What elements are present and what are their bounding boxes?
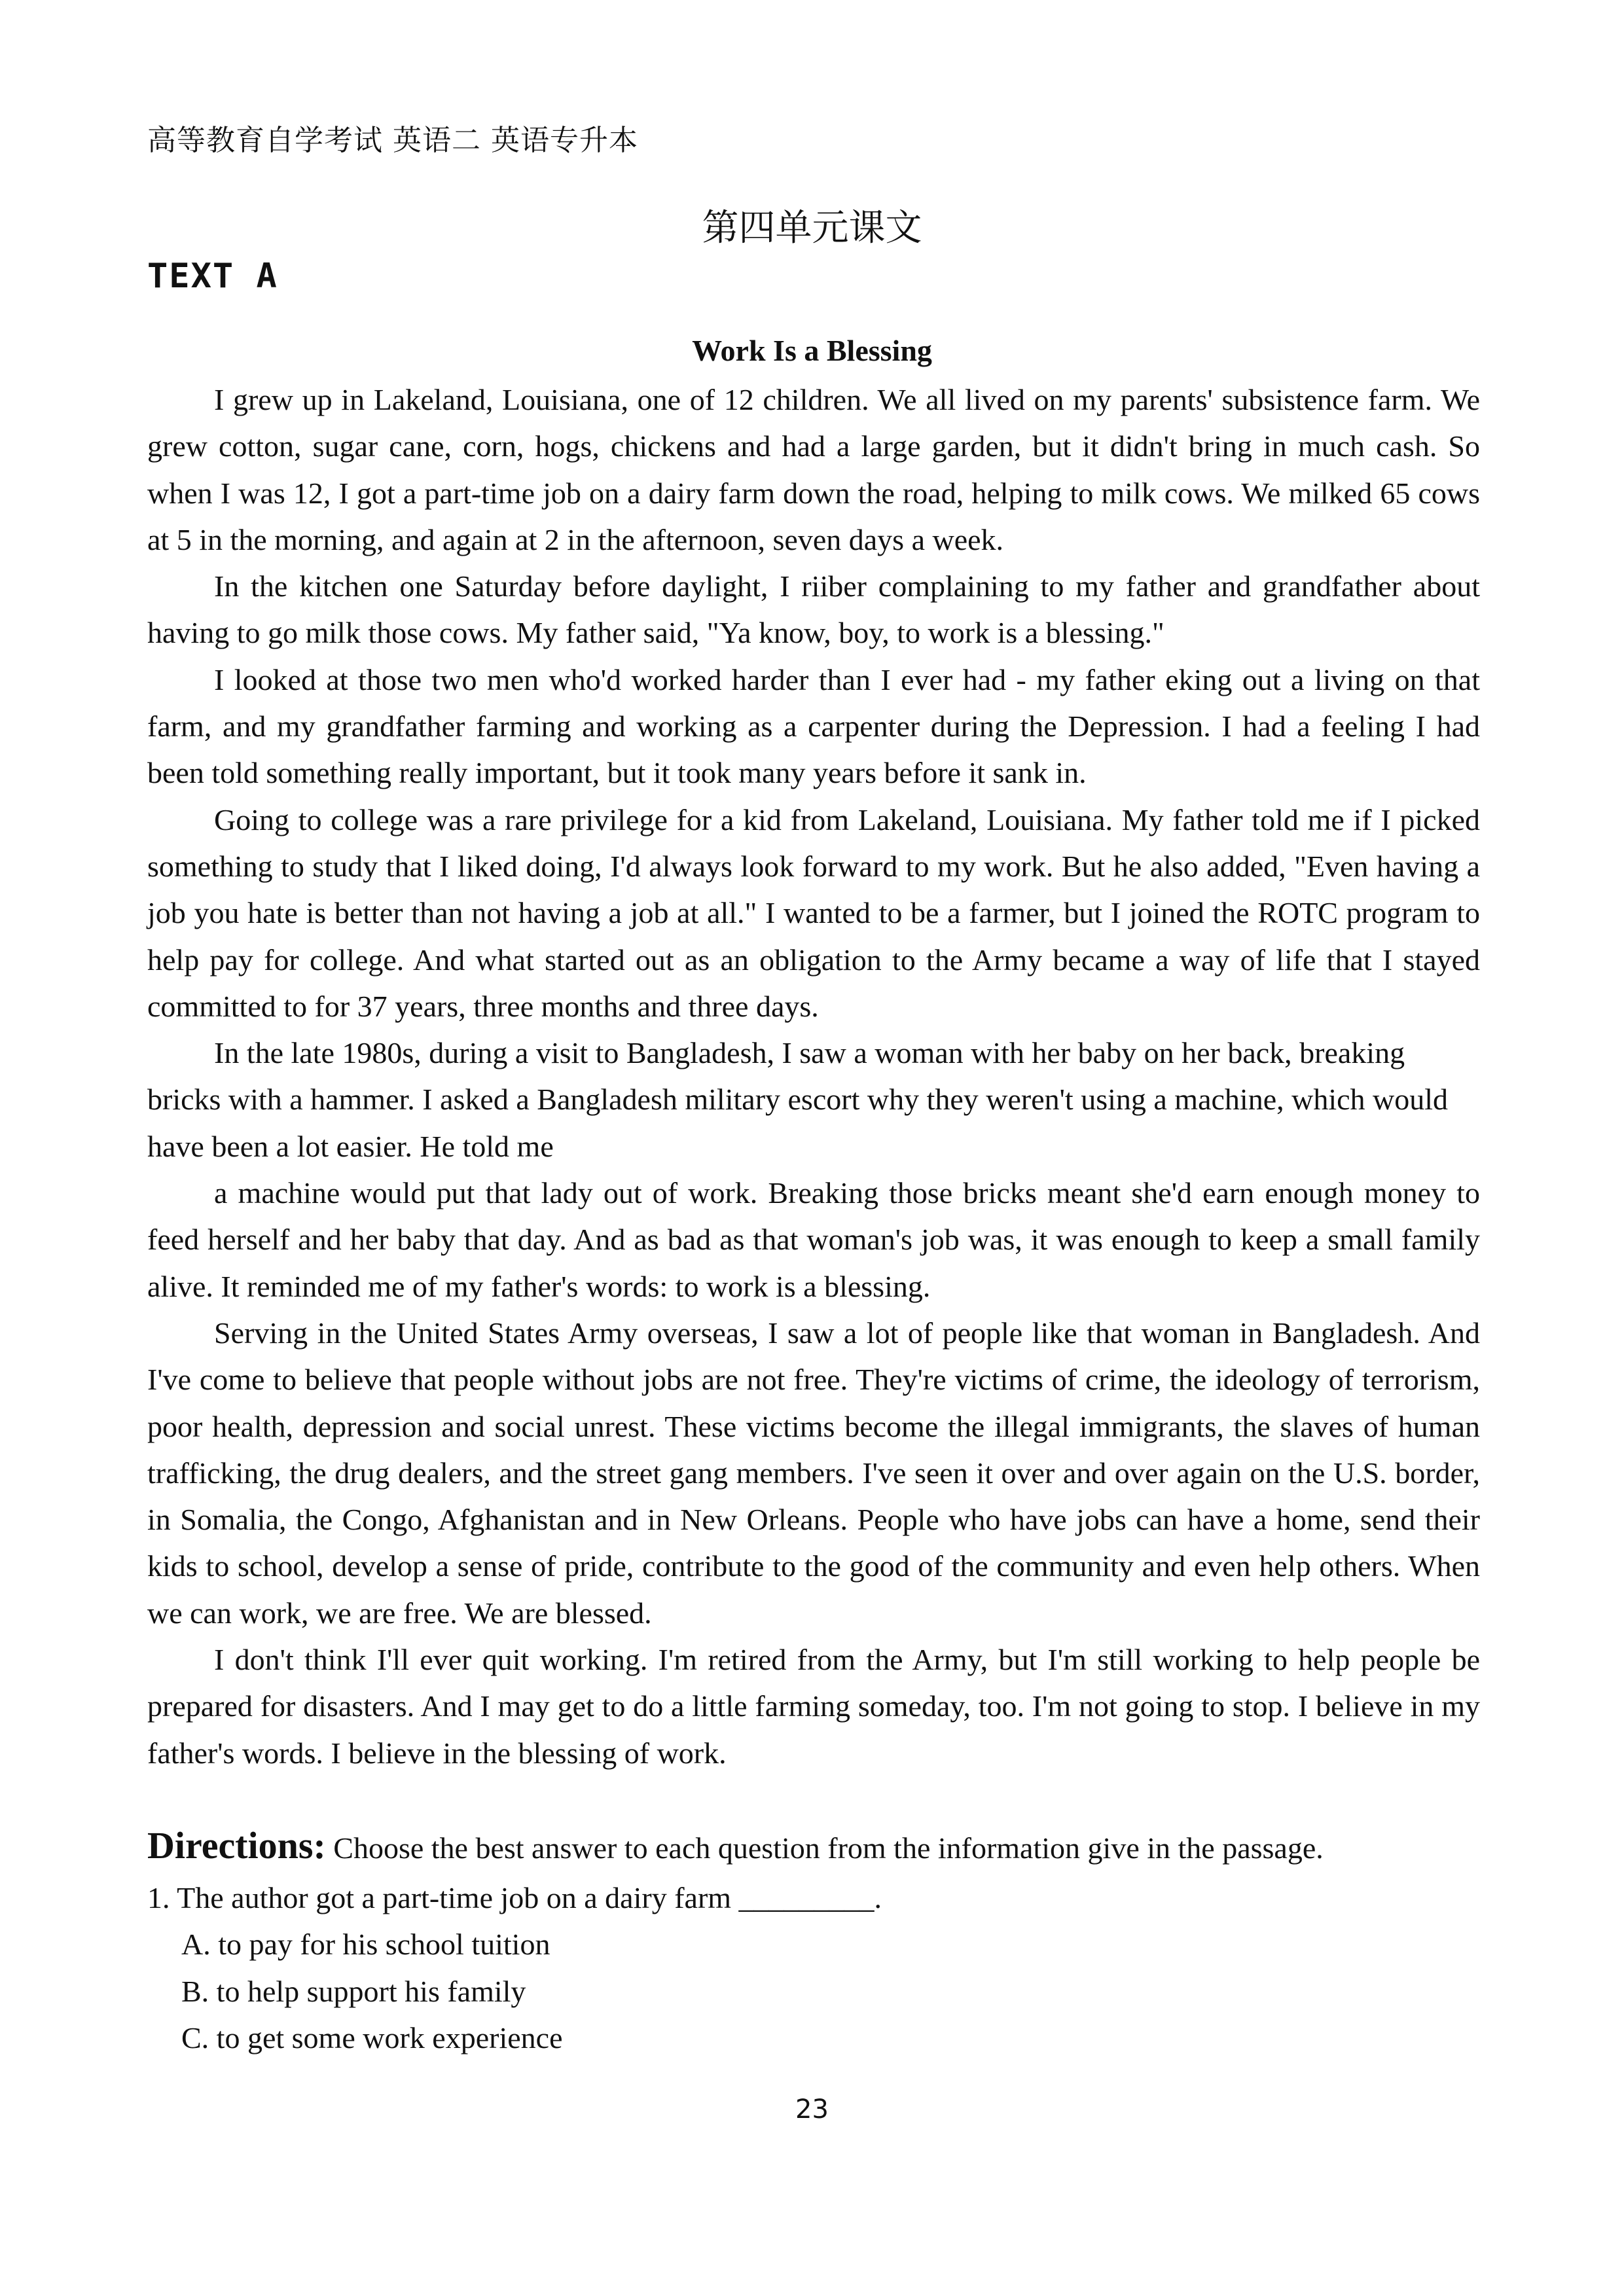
question-stem: 1. The author got a part-time job on a dairy farm _________. [147,1881,882,1914]
option-c: C. to get some work experience [181,2020,563,2054]
unit-title: 第四单元课文 [702,207,922,249]
paragraph-7: Serving in the United States Army overseas, I saw a lot of people like that woman in Bangladesh. And I've come to believe that people without jobs are not free. They're victims of crime, the ideology of terrorism, poor health, depression and social unrest. These victims become the illegal immigrants, the slaves of human trafficking, the drug dealers, and the street gang members. I've seen it over and over again on the U.S. border, in Somalia, the Congo, Afghanistan and in New Orleans. People who have jobs can have a home, send their kids to school, develop a sense of pride, contribute to the good of the community and even help others. When we can work, we are free. We are blessed. [147,1316,1480,1630]
directions-label: Directions: [147,1824,326,1867]
paragraph-4: Going to college was a rare privilege for a kid from Lakeland, Louisiana. My father told me if I picked something to study that I liked doing, I'd always look forward to my work. But he also added, "Even having a job you hate is better than not having a job at all." I wanted to be a farmer, but I joined the ROTC program to help pay for college. And what started out as an obligation to the Army became a way of life that I stayed committed to for 37 years, three months and three days. [147,802,1480,1023]
paragraph-5: In the late 1980s, during a visit to Bangladesh, I saw a woman with her baby on her back, breaking bricks with a hammer. I asked a Bangladesh military escort why they weren't using a machine, which would have been a lot easier. He told me [147,1036,1449,1163]
question-1 [147,1874,882,2061]
option-a: A. to pay for his school tuition [181,1928,550,1962]
directions [147,1823,1522,1867]
article-body [147,376,1480,1776]
article-title: Work Is a Blessing [692,334,932,367]
text-label: TEXT A [147,257,278,296]
paragraph-3: I looked at those two men who'd worked harder than I ever had - my father eking out a living on that farm, and my grandfather farming and working as a carpenter during the Depression. I had a feeling I had been told something really important, but it took many years before it sank in. [147,662,1480,790]
paragraph-1: I grew up in Lakeland, Louisiana, one of 12 children. We all lived on my parents' subsistence farm. We grew cotton, sugar cane, corn, hogs, chickens and had a large garden, but it didn't bring in much cash. So when I was 12, I got a part-time job on a dairy farm down the road, helping to milk cows. We milked 65 cows at 5 in the morning, and again at 2 in the afternoon, seven days a week. [147,383,1480,556]
paragraph-6: a machine would put that lady out of work. Breaking those bricks meant she'd earn enough money to feed herself and her baby that day. And as bad as that woman's job was, it was enough to keep a small family alive. It reminded me of my father's words: to work is a blessing. [147,1176,1480,1303]
page-header: 高等教育自学考试 英语二 英语专升本 [147,124,638,157]
directions-text: Choose the best answer to each question from the information give in the passage. [325,1831,1324,1865]
paragraph-2: In the kitchen one Saturday before daylight, I riiber complaining to my father and grandfather about having to go milk those cows. My father said, "Ya know, boy, to work is a blessing." [147,569,1480,650]
paragraph-8: I don't think I'll ever quit working. I'm retired from the Army, but I'm still working to help people be prepared for disasters. And I may get to do a little farming someday, too. I'm not going to stop. I believe in my father's words. I believe in the blessing of work. [147,1643,1480,1770]
option-b: B. to help support his family [181,1974,526,2008]
page-number: 23 [795,2094,829,2125]
